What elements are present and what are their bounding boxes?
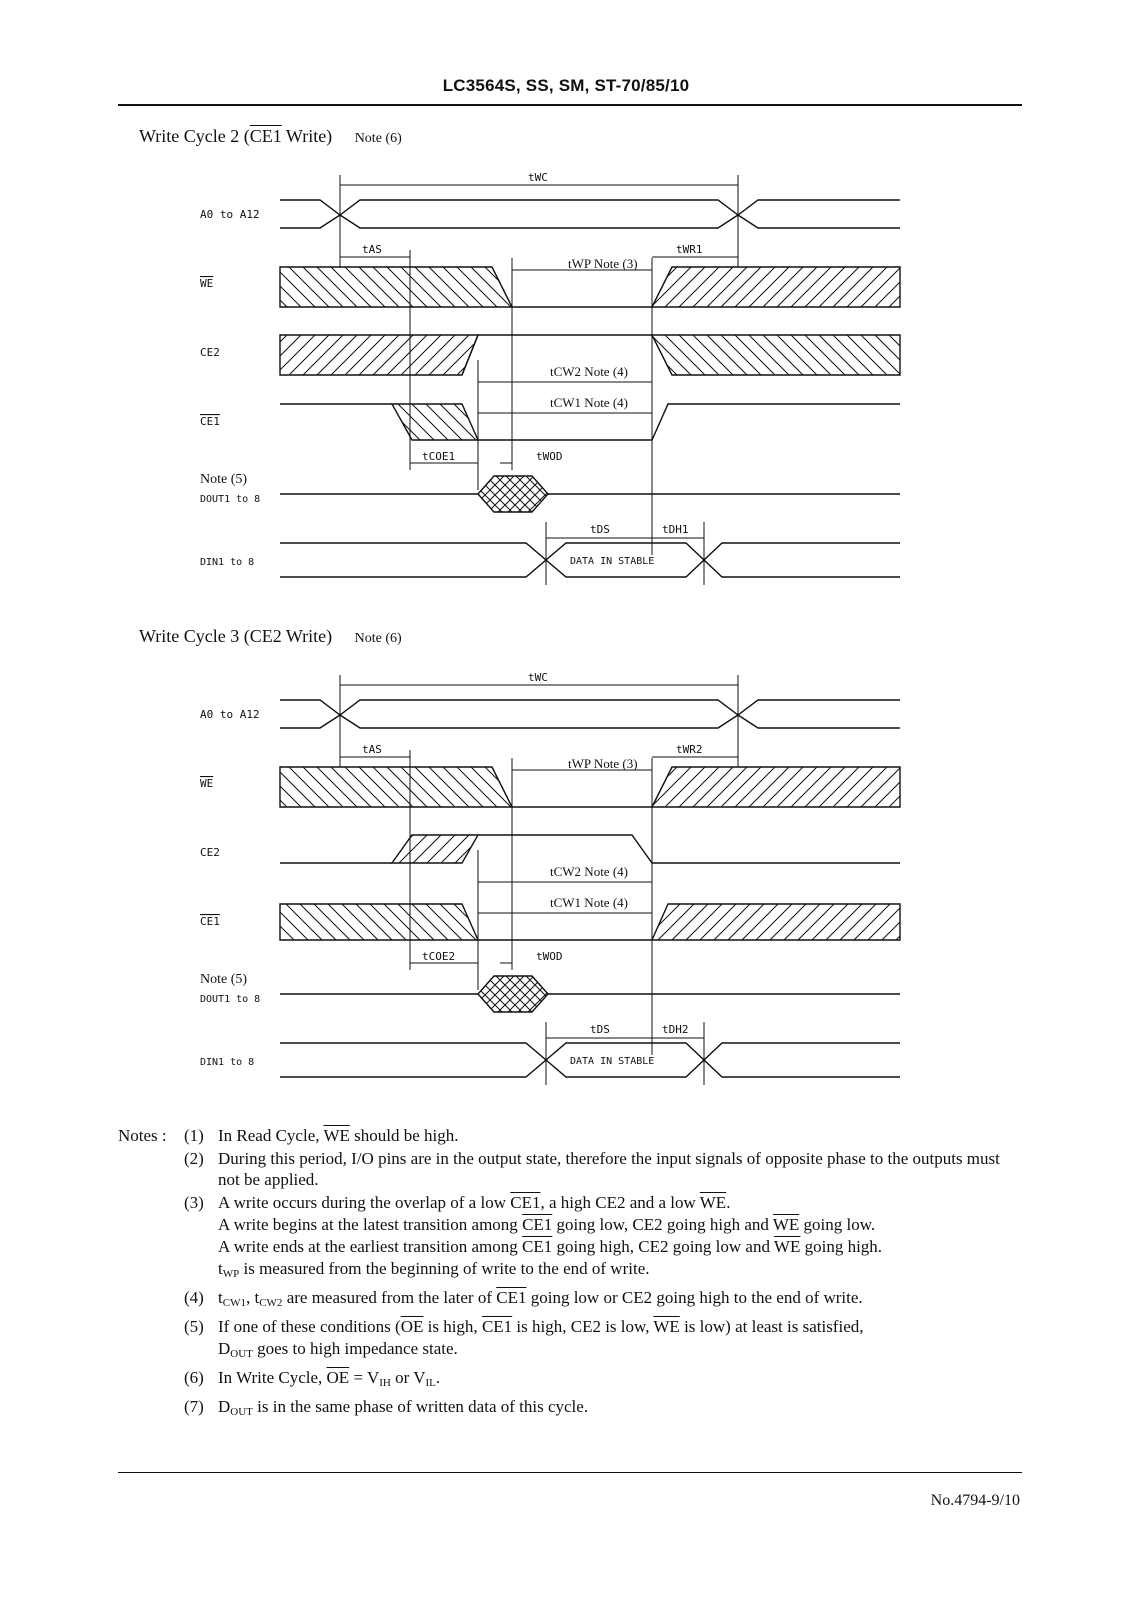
section1-title: Write Cycle 2 (CE1 Write) Note (6) [139, 126, 402, 146]
note-3: (3) A write occurs during the overlap of a low CE1, a high CE2 and a low $\overline{WE}$. A write begins at the latest transition among CE1 going low, CE2 going high and $\overline{WE}$ going low. A write ends at the earliest transition among CE1 going high, CE2 going low and $\overline{WE}$ going high. $t_{WP}$ is measured from the beginning of write to the end of write. [184, 1193, 883, 1280]
label-tas: tAS [362, 743, 382, 756]
section2-title: Write Cycle 3 (CE2 Write) Note (6) [139, 626, 402, 646]
label-tdh: tDH2 [662, 1023, 689, 1036]
signal-label-addr: A0 to A12 [200, 708, 260, 721]
note-5: (5) If one of these conditions ($\overline{OE}$ is high, CE1 is high, CE2 is low, $\overline{WE}$ is low) at least is satisfied, $D_{OUT}$ goes to high impedance state. [184, 1317, 864, 1360]
label-tcoe: tCOE1 [422, 450, 456, 463]
label-twr: tWR2 [676, 743, 703, 756]
timing-diagram-write-cycle-3 [0, 660, 1132, 1100]
signal-label-ce2: CE2 [200, 846, 220, 859]
label-data-in: DATA IN STABLE [570, 556, 655, 567]
signal-label-addr: A0 to A12 [200, 208, 260, 221]
note-7: (7) $D_{OUT}$ is in the same phase of written data of this cycle. [184, 1397, 589, 1418]
label-twp: tWP Note (3) [568, 256, 638, 271]
label-tas: tAS [362, 243, 382, 256]
label-tdh: tDH1 [662, 523, 689, 536]
header-rule [118, 104, 1022, 106]
page-number: No.4794-9/10 [930, 1492, 1020, 1509]
we-hatched-after [652, 267, 900, 307]
ce1-hatched [392, 404, 478, 440]
document-header: LC3564S, SS, SM, ST-70/85/10 [442, 76, 690, 95]
dout-crossed [478, 476, 548, 512]
label-tcw2: tCW2 Note (4) [550, 364, 628, 379]
label-data-in: DATA IN STABLE [570, 1056, 655, 1067]
label-tcoe: tCOE2 [422, 950, 456, 963]
signal-label-ce1: CE1 [200, 415, 220, 428]
signal-label-ce1: CE1 [200, 915, 220, 928]
label-twod: tWOD [536, 450, 563, 463]
signal-label-din: DIN1 to 8 [200, 1057, 255, 1068]
signal-label-dout: DOUT1 to 8 [200, 494, 261, 505]
section2-note: Note (6) [354, 631, 402, 646]
note-2: (2) During this period, I/O pins are in the output state, therefore the input signals of opposite phase to the outputs must not be applied. [184, 1149, 1000, 1189]
label-tds: tDS [590, 523, 610, 536]
note-4: (4) $t_{CW1}$, $t_{CW2}$ are measured from the later of CE1 going low or CE2 going high to the end of write. [184, 1288, 863, 1309]
signal-label-note5: Note (5) [200, 472, 248, 487]
signal-label-note5: Note (5) [200, 972, 248, 987]
signal-label-we: WE [200, 777, 214, 790]
ce2-hatched-after [652, 335, 900, 375]
label-twod: tWOD [536, 950, 563, 963]
label-tds: tDS [590, 1023, 610, 1036]
ce2-hatched [280, 335, 478, 375]
label-tcw2: tCW2 Note (4) [550, 864, 628, 879]
signal-label-ce2: CE2 [200, 346, 220, 359]
timing-diagram-write-cycle-2 [0, 160, 1132, 600]
label-twp: tWP Note (3) [568, 756, 638, 771]
addr-line [280, 200, 900, 215]
label-twr: tWR1 [676, 243, 703, 256]
note-6: (6) In Write Cycle, $\overline{OE} = V_{IH}$ or $V_{IL}$. [184, 1368, 441, 1389]
note-1: Notes : (1) In Read Cycle, $\overline{WE}$ should be high. [118, 1126, 459, 1145]
signal-label-dout: DOUT1 to 8 [200, 994, 261, 1005]
label-twc: tWC [528, 671, 548, 684]
label-twc: tWC [528, 171, 548, 184]
notes-label: Notes : [118, 1126, 167, 1145]
section1-note: Note (6) [354, 131, 402, 146]
label-tcw1: tCW1 Note (4) [550, 395, 628, 410]
label-tcw1: tCW1 Note (4) [550, 895, 628, 910]
din-line [280, 543, 546, 577]
notes-section [118, 1125, 1018, 1425]
we-high-hatched [280, 267, 512, 307]
signal-label-we: WE [200, 277, 214, 290]
footer-rule [118, 1472, 1022, 1473]
signal-label-din: DIN1 to 8 [200, 557, 255, 568]
